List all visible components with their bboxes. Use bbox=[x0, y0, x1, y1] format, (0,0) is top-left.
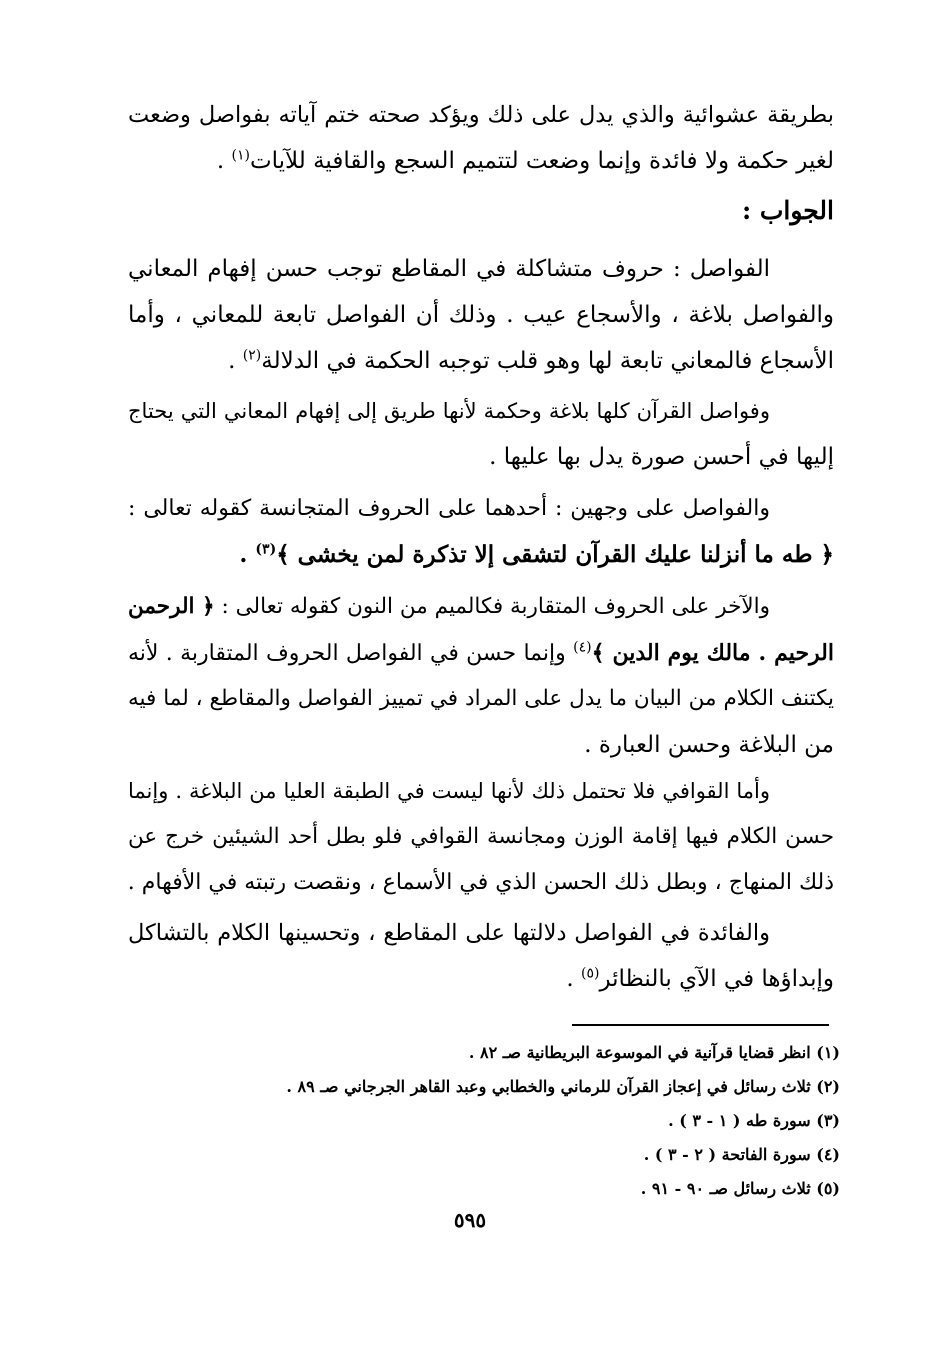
text-line bbox=[128, 630, 834, 676]
paragraph-1 bbox=[128, 246, 834, 384]
text-line: إليها في أحسن صورة يدل بها عليها . bbox=[489, 444, 834, 470]
text-line: والفواصل على وجهين : أحدهما على الحروف المتجانسة كقوله تعالى : bbox=[128, 496, 770, 521]
quran-verse: الرحيم . مالك يوم الدين ﴾ bbox=[591, 640, 834, 666]
text-segment: لغير حكمة ولا فائدة وإنما وضعت لتتميم السجع والقافية للآيات bbox=[250, 148, 834, 174]
text-segment: . bbox=[566, 966, 581, 992]
text-line: والفواصل بلاغة ، والأسجاع عيب . وذلك أن الفواصل تابعة للمعاني ، وأما bbox=[128, 302, 834, 328]
intro-paragraph bbox=[128, 92, 834, 184]
footnote-ref: (٢) bbox=[242, 347, 262, 364]
paragraph-4 bbox=[128, 584, 834, 768]
text-line bbox=[128, 138, 834, 184]
paragraph-5 bbox=[128, 768, 834, 906]
text-line bbox=[128, 338, 834, 384]
quran-verse: ﴿ الرحمن bbox=[128, 594, 215, 619]
text-segment: الأسجاع فالمعاني تابعة لها وهو قلب توجبه الحكمة في الدلالة bbox=[261, 348, 834, 374]
footnote-ref: (٥) bbox=[580, 965, 600, 982]
text-line: وفواصل القرآن كلها بلاغة وحكمة لأنها طريق إلى إفهام المعاني التي يحتاج bbox=[128, 399, 770, 423]
footnote-separator bbox=[572, 1024, 829, 1026]
footnote-ref: (١) bbox=[231, 147, 250, 164]
answer-heading: الجواب : bbox=[741, 196, 834, 225]
text-line: وأما القوافي فلا تحتمل ذلك لأنها ليست في الطبقة العليا من البلاغة . وإنما bbox=[128, 779, 770, 803]
text-line: ذلك المنهاج ، وبطل ذلك الحسن الذي في الأسماع ، ونقصت رتبته في الأفهام . bbox=[127, 870, 834, 895]
text-line bbox=[128, 532, 834, 578]
page-number: ٥٩٥ bbox=[453, 1208, 487, 1232]
text-segment: والآخر على الحروف المتقاربة فكالميم من النون كقوله تعالى : bbox=[214, 594, 770, 619]
text-segment: وإنما حسن في الفواصل الحروف المتقاربة . لأنه bbox=[128, 641, 574, 666]
text-segment: . bbox=[216, 148, 232, 174]
footnotes bbox=[128, 1036, 840, 1206]
footnote: (١) انظر قضايا قرآنية في الموسوعة البريطانية صـ ٨٢ . bbox=[468, 1043, 840, 1062]
text-line bbox=[128, 956, 834, 1002]
text-segment: وإبداؤها في الآي بالنظائر bbox=[599, 966, 834, 992]
text-line: حسن الكلام فيها إقامة الوزن ومجانسة القوافي فلو بطل أحد الشيئين خرج عن bbox=[128, 824, 834, 849]
text-segment: . bbox=[228, 348, 243, 374]
footnote: (٣) سورة طه ( ١ - ٣ ) . bbox=[668, 1111, 840, 1130]
text-line bbox=[128, 584, 834, 630]
quran-verse: ﴿ طه ما أنزلنا عليك القرآن لتشقى إلا تذكرة لمن يخشى ﴾ bbox=[276, 541, 834, 568]
paragraph-3 bbox=[128, 486, 834, 578]
text-line: والفائدة في الفواصل دلالتها على المقاطع ، وتحسينها الكلام بالتشاكل bbox=[128, 920, 770, 946]
footnote: (٥) ثلاث رسائل صـ ٩٠ - ٩١ . bbox=[640, 1179, 840, 1198]
text-line: بطريقة عشوائية والذي يدل على ذلك ويؤكد صحته ختم آياته بفواصل وضعت bbox=[128, 102, 834, 128]
footnote-ref: (٣) bbox=[255, 541, 277, 558]
footnote: (٢) ثلاث رسائل في إعجاز القرآن للرماني والخطابي وعبد القاهر الجرجاني صـ ٨٩ . bbox=[286, 1077, 840, 1096]
text-line: يكتنف الكلام من البيان ما يدل على المراد في تمييز الفواصل والمقاطع ، لما فيه bbox=[128, 686, 834, 711]
answer-heading-block bbox=[128, 188, 834, 234]
text-line: الفواصل : حروف متشاكلة في المقاطع توجب حسن إفهام المعاني bbox=[128, 256, 770, 282]
text-line: من البلاغة وحسن العبارة . bbox=[584, 732, 834, 758]
text-segment: . bbox=[239, 541, 256, 568]
paragraph-2 bbox=[128, 388, 834, 480]
footnote-ref: (٤) bbox=[573, 639, 592, 656]
footnote: (٤) سورة الفاتحة ( ٢ - ٣ ) . bbox=[643, 1145, 840, 1164]
paragraph-6 bbox=[128, 910, 834, 1002]
